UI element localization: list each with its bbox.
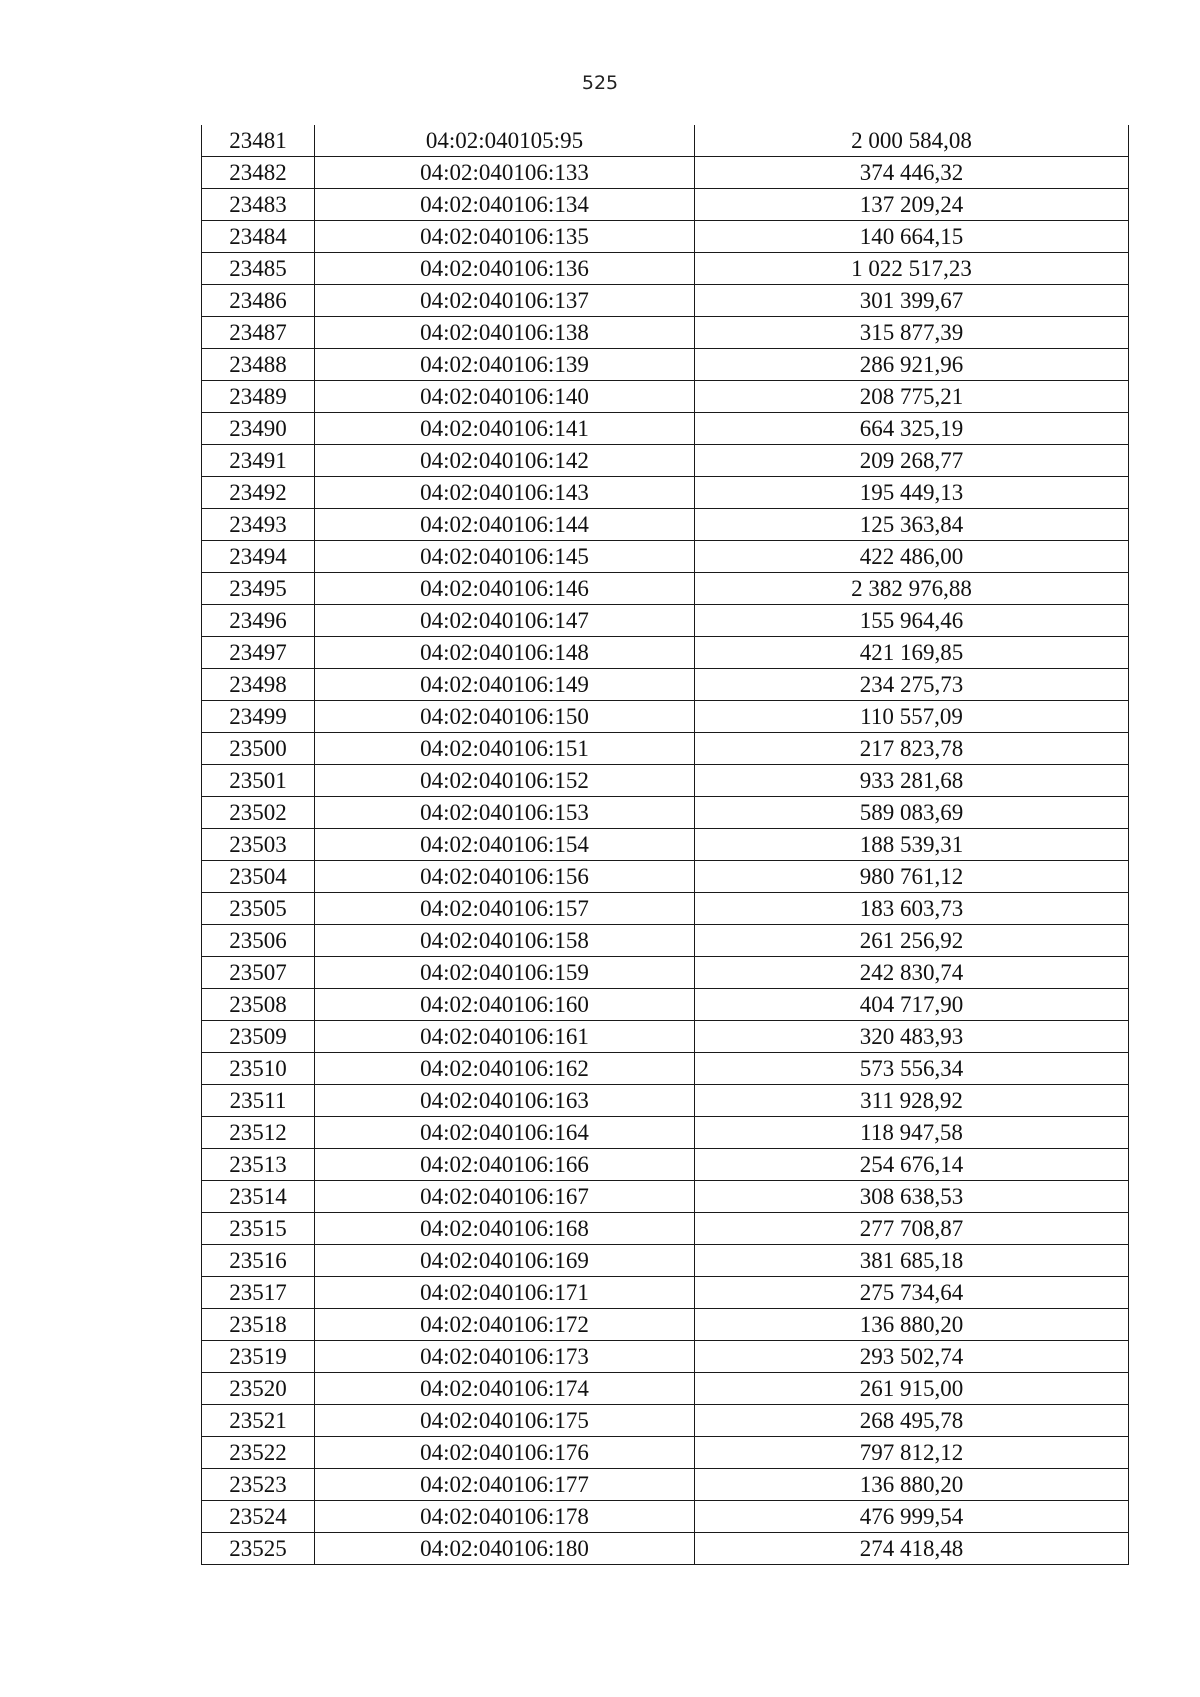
row-number-cell: 23498 [202, 669, 315, 701]
table-row [202, 1469, 1129, 1501]
table-row [202, 509, 1129, 541]
table-row [202, 445, 1129, 477]
cadastral-number-cell: 04:02:040106:180 [315, 1533, 695, 1565]
cadastral-number-cell: 04:02:040106:152 [315, 765, 695, 797]
table-row [202, 1533, 1129, 1565]
table-row [202, 765, 1129, 797]
row-number-cell: 23495 [202, 573, 315, 605]
row-number-cell: 23494 [202, 541, 315, 573]
table-row [202, 189, 1129, 221]
value-cell: 2 382 976,88 [695, 573, 1129, 605]
value-cell: 293 502,74 [695, 1341, 1129, 1373]
row-number-cell: 23496 [202, 605, 315, 637]
value-cell: 136 880,20 [695, 1309, 1129, 1341]
table-row [202, 285, 1129, 317]
cadastral-number-cell: 04:02:040106:142 [315, 445, 695, 477]
cadastral-number-cell: 04:02:040106:151 [315, 733, 695, 765]
cadastral-number-cell: 04:02:040106:135 [315, 221, 695, 253]
row-number-cell: 23514 [202, 1181, 315, 1213]
value-cell: 217 823,78 [695, 733, 1129, 765]
row-number-cell: 23520 [202, 1373, 315, 1405]
value-cell: 254 676,14 [695, 1149, 1129, 1181]
table-row [202, 573, 1129, 605]
row-number-cell: 23507 [202, 957, 315, 989]
value-cell: 315 877,39 [695, 317, 1129, 349]
cadastral-number-cell: 04:02:040106:163 [315, 1085, 695, 1117]
cadastral-number-cell: 04:02:040106:166 [315, 1149, 695, 1181]
row-number-cell: 23518 [202, 1309, 315, 1341]
cadastral-number-cell: 04:02:040106:137 [315, 285, 695, 317]
row-number-cell: 23517 [202, 1277, 315, 1309]
cadastral-number-cell: 04:02:040106:141 [315, 413, 695, 445]
row-number-cell: 23502 [202, 797, 315, 829]
page-number: 525 [581, 72, 619, 94]
value-cell: 137 209,24 [695, 189, 1129, 221]
table-row [202, 349, 1129, 381]
row-number-cell: 23509 [202, 1021, 315, 1053]
row-number-cell: 23505 [202, 893, 315, 925]
row-number-cell: 23504 [202, 861, 315, 893]
row-number-cell: 23513 [202, 1149, 315, 1181]
cadastral-number-cell: 04:02:040106:139 [315, 349, 695, 381]
cadastral-number-cell: 04:02:040106:146 [315, 573, 695, 605]
value-cell: 136 880,20 [695, 1469, 1129, 1501]
table-row [202, 541, 1129, 573]
table-row [202, 1149, 1129, 1181]
cadastral-number-cell: 04:02:040106:178 [315, 1501, 695, 1533]
value-cell: 320 483,93 [695, 1021, 1129, 1053]
row-number-cell: 23510 [202, 1053, 315, 1085]
cadastral-number-cell: 04:02:040106:161 [315, 1021, 695, 1053]
table-row [202, 1213, 1129, 1245]
cadastral-number-cell: 04:02:040106:154 [315, 829, 695, 861]
table-row [202, 957, 1129, 989]
value-cell: 2 000 584,08 [695, 125, 1129, 157]
row-number-cell: 23482 [202, 157, 315, 189]
value-cell: 209 268,77 [695, 445, 1129, 477]
table-row [202, 1405, 1129, 1437]
table-row [202, 733, 1129, 765]
table-row [202, 1277, 1129, 1309]
cadastral-number-cell: 04:02:040106:169 [315, 1245, 695, 1277]
table-row [202, 317, 1129, 349]
table-row [202, 1373, 1129, 1405]
cadastral-number-cell: 04:02:040106:138 [315, 317, 695, 349]
table-row [202, 1245, 1129, 1277]
cadastral-number-cell: 04:02:040106:153 [315, 797, 695, 829]
value-cell: 183 603,73 [695, 893, 1129, 925]
value-cell: 261 915,00 [695, 1373, 1129, 1405]
value-cell: 188 539,31 [695, 829, 1129, 861]
value-cell: 261 256,92 [695, 925, 1129, 957]
row-number-cell: 23506 [202, 925, 315, 957]
value-cell: 125 363,84 [695, 509, 1129, 541]
cadastral-number-cell: 04:02:040106:140 [315, 381, 695, 413]
cadastral-number-cell: 04:02:040106:171 [315, 1277, 695, 1309]
value-cell: 797 812,12 [695, 1437, 1129, 1469]
value-cell: 274 418,48 [695, 1533, 1129, 1565]
row-number-cell: 23488 [202, 349, 315, 381]
table-row [202, 1117, 1129, 1149]
value-cell: 140 664,15 [695, 221, 1129, 253]
cadastral-number-cell: 04:02:040106:145 [315, 541, 695, 573]
value-cell: 476 999,54 [695, 1501, 1129, 1533]
cadastral-number-cell: 04:02:040106:136 [315, 253, 695, 285]
value-cell: 275 734,64 [695, 1277, 1129, 1309]
table-row [202, 989, 1129, 1021]
cadastral-number-cell: 04:02:040106:143 [315, 477, 695, 509]
table-row [202, 157, 1129, 189]
row-number-cell: 23523 [202, 1469, 315, 1501]
cadastral-number-cell: 04:02:040106:148 [315, 637, 695, 669]
data-table [201, 125, 1129, 1565]
value-cell: 573 556,34 [695, 1053, 1129, 1085]
row-number-cell: 23499 [202, 701, 315, 733]
cadastral-number-cell: 04:02:040106:177 [315, 1469, 695, 1501]
row-number-cell: 23503 [202, 829, 315, 861]
value-cell: 980 761,12 [695, 861, 1129, 893]
table-row [202, 637, 1129, 669]
cadastral-number-cell: 04:02:040106:174 [315, 1373, 695, 1405]
value-cell: 404 717,90 [695, 989, 1129, 1021]
value-cell: 277 708,87 [695, 1213, 1129, 1245]
value-cell: 1 022 517,23 [695, 253, 1129, 285]
table-row [202, 381, 1129, 413]
row-number-cell: 23481 [202, 125, 315, 157]
value-cell: 242 830,74 [695, 957, 1129, 989]
row-number-cell: 23525 [202, 1533, 315, 1565]
table-row [202, 477, 1129, 509]
cadastral-number-cell: 04:02:040106:176 [315, 1437, 695, 1469]
row-number-cell: 23508 [202, 989, 315, 1021]
cadastral-number-cell: 04:02:040106:164 [315, 1117, 695, 1149]
table-row [202, 1085, 1129, 1117]
cadastral-number-cell: 04:02:040106:156 [315, 861, 695, 893]
row-number-cell: 23519 [202, 1341, 315, 1373]
cadastral-number-cell: 04:02:040106:144 [315, 509, 695, 541]
value-cell: 268 495,78 [695, 1405, 1129, 1437]
cadastral-number-cell: 04:02:040106:158 [315, 925, 695, 957]
row-number-cell: 23491 [202, 445, 315, 477]
table-row [202, 1341, 1129, 1373]
cadastral-number-cell: 04:02:040106:173 [315, 1341, 695, 1373]
row-number-cell: 23516 [202, 1245, 315, 1277]
row-number-cell: 23492 [202, 477, 315, 509]
cadastral-number-cell: 04:02:040106:159 [315, 957, 695, 989]
row-number-cell: 23487 [202, 317, 315, 349]
value-cell: 381 685,18 [695, 1245, 1129, 1277]
value-cell: 195 449,13 [695, 477, 1129, 509]
cadastral-number-cell: 04:02:040106:133 [315, 157, 695, 189]
table-body [202, 125, 1129, 1565]
table-row [202, 413, 1129, 445]
cadastral-number-cell: 04:02:040106:157 [315, 893, 695, 925]
value-cell: 110 557,09 [695, 701, 1129, 733]
table-row [202, 125, 1129, 157]
row-number-cell: 23484 [202, 221, 315, 253]
cadastral-number-cell: 04:02:040106:134 [315, 189, 695, 221]
cadastral-number-cell: 04:02:040106:172 [315, 1309, 695, 1341]
table-row [202, 861, 1129, 893]
row-number-cell: 23489 [202, 381, 315, 413]
value-cell: 422 486,00 [695, 541, 1129, 573]
table-row [202, 253, 1129, 285]
table-row [202, 1501, 1129, 1533]
row-number-cell: 23493 [202, 509, 315, 541]
table-row [202, 669, 1129, 701]
cadastral-number-cell: 04:02:040106:168 [315, 1213, 695, 1245]
value-cell: 308 638,53 [695, 1181, 1129, 1213]
row-number-cell: 23501 [202, 765, 315, 797]
value-cell: 374 446,32 [695, 157, 1129, 189]
value-cell: 421 169,85 [695, 637, 1129, 669]
table-row [202, 605, 1129, 637]
value-cell: 118 947,58 [695, 1117, 1129, 1149]
table-row [202, 1021, 1129, 1053]
cadastral-number-cell: 04:02:040106:175 [315, 1405, 695, 1437]
table-row [202, 1181, 1129, 1213]
row-number-cell: 23511 [202, 1085, 315, 1117]
value-cell: 208 775,21 [695, 381, 1129, 413]
table-row [202, 893, 1129, 925]
row-number-cell: 23512 [202, 1117, 315, 1149]
value-cell: 589 083,69 [695, 797, 1129, 829]
cadastral-number-cell: 04:02:040106:150 [315, 701, 695, 733]
value-cell: 311 928,92 [695, 1085, 1129, 1117]
cadastral-number-cell: 04:02:040105:95 [315, 125, 695, 157]
table-row [202, 829, 1129, 861]
table-row [202, 1437, 1129, 1469]
row-number-cell: 23522 [202, 1437, 315, 1469]
table-row [202, 925, 1129, 957]
table-row [202, 701, 1129, 733]
row-number-cell: 23497 [202, 637, 315, 669]
table-row [202, 221, 1129, 253]
row-number-cell: 23500 [202, 733, 315, 765]
value-cell: 234 275,73 [695, 669, 1129, 701]
row-number-cell: 23485 [202, 253, 315, 285]
value-cell: 286 921,96 [695, 349, 1129, 381]
row-number-cell: 23521 [202, 1405, 315, 1437]
value-cell: 664 325,19 [695, 413, 1129, 445]
table-row [202, 1053, 1129, 1085]
row-number-cell: 23483 [202, 189, 315, 221]
row-number-cell: 23515 [202, 1213, 315, 1245]
value-cell: 933 281,68 [695, 765, 1129, 797]
row-number-cell: 23524 [202, 1501, 315, 1533]
cadastral-number-cell: 04:02:040106:147 [315, 605, 695, 637]
row-number-cell: 23486 [202, 285, 315, 317]
cadastral-number-cell: 04:02:040106:167 [315, 1181, 695, 1213]
cadastral-number-cell: 04:02:040106:162 [315, 1053, 695, 1085]
table-row [202, 797, 1129, 829]
cadastral-number-cell: 04:02:040106:149 [315, 669, 695, 701]
cadastral-number-cell: 04:02:040106:160 [315, 989, 695, 1021]
table-row [202, 1309, 1129, 1341]
row-number-cell: 23490 [202, 413, 315, 445]
value-cell: 155 964,46 [695, 605, 1129, 637]
value-cell: 301 399,67 [695, 285, 1129, 317]
